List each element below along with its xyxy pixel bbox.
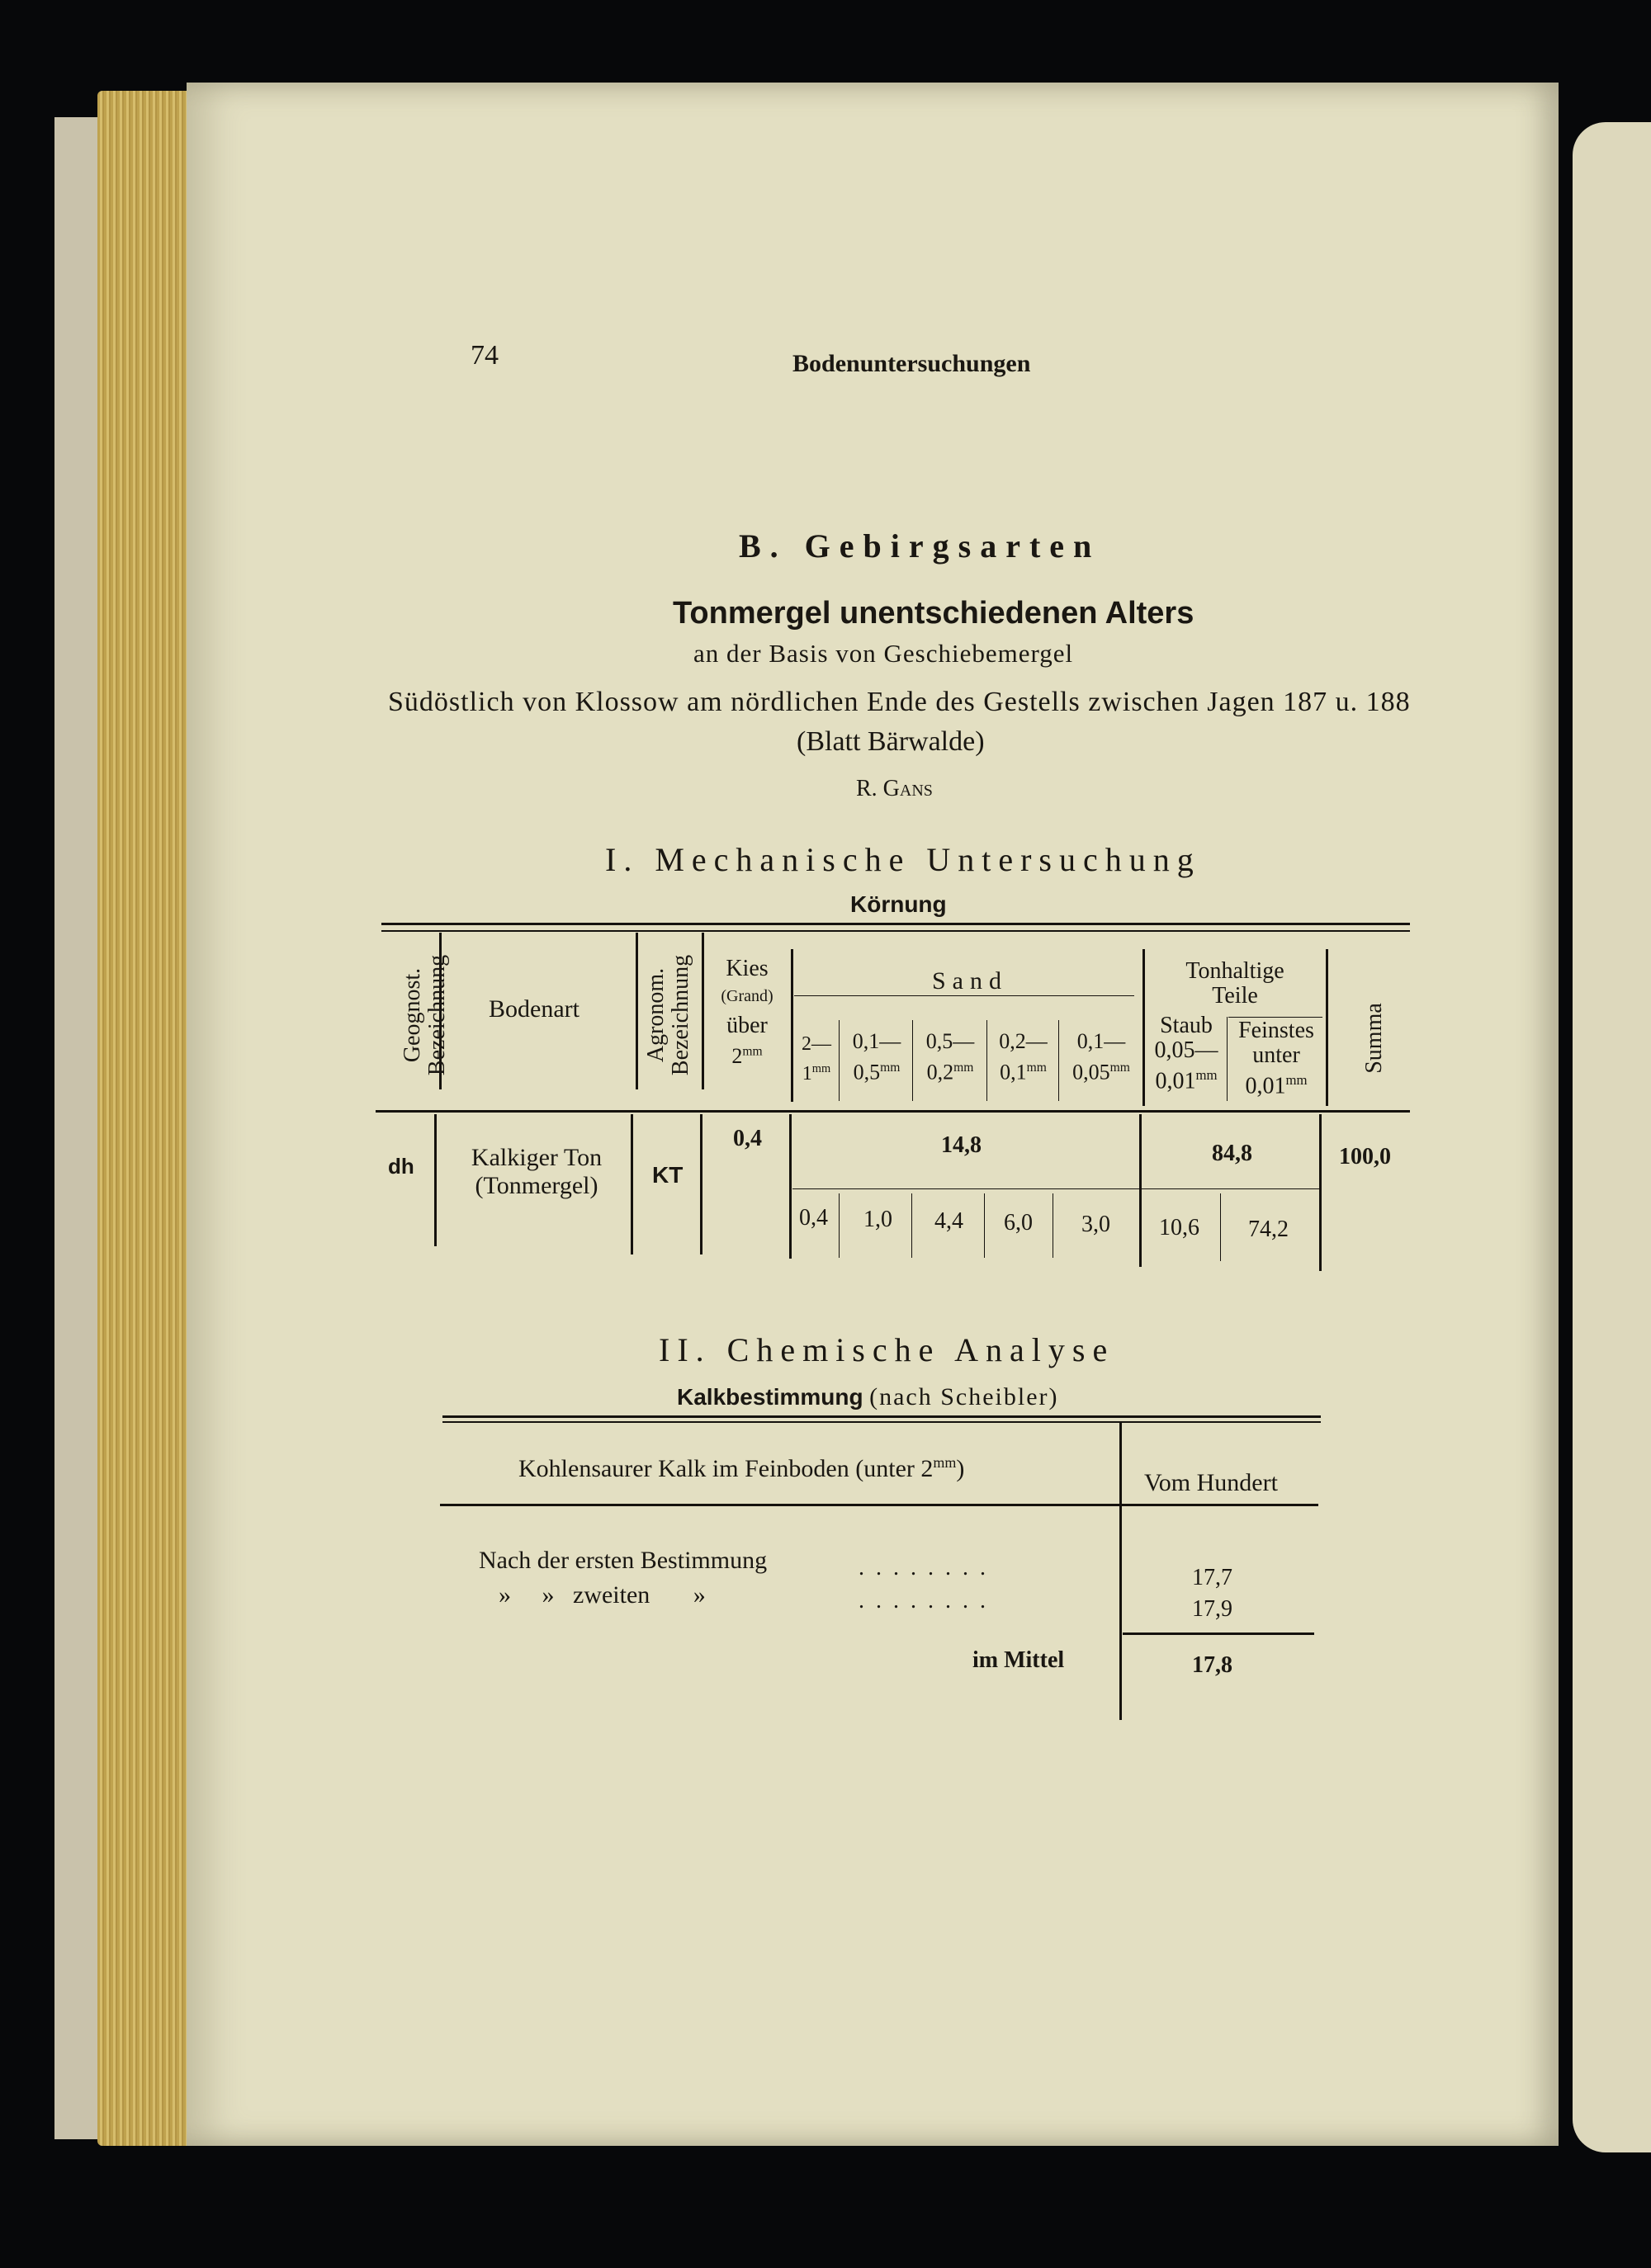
- row-second-label: » » zweiten »: [499, 1581, 706, 1609]
- header-percent: Vom Hundert: [1144, 1469, 1278, 1496]
- cell-sand-total: 14,8: [941, 1132, 982, 1158]
- row-first-value: 17,7: [1192, 1565, 1232, 1590]
- cell-kies: 0,4: [733, 1126, 762, 1151]
- cell-feinstes: 74,2: [1248, 1217, 1289, 1242]
- calcium-heading: Kalkbestimmung (nach Scheibler): [677, 1383, 1059, 1410]
- book-page: [187, 83, 1559, 2146]
- header-summa: Summa: [1361, 1003, 1387, 1074]
- cell-staub: 10,6: [1159, 1215, 1199, 1240]
- document-title: Tonmergel unentschiedenen Alters: [673, 596, 1194, 631]
- page-number: 74: [471, 340, 499, 371]
- cell-summa: 100,0: [1339, 1144, 1391, 1169]
- cell-agronom: KT: [652, 1162, 684, 1188]
- document-subtitle: an der Basis von Geschiebemergel: [693, 639, 1074, 668]
- header-bodenart: Bodenart: [489, 995, 580, 1023]
- mean-label: im Mittel: [972, 1647, 1065, 1673]
- cell-sand-02-01: 6,0: [1004, 1210, 1033, 1236]
- row-second-value: 17,9: [1192, 1596, 1232, 1622]
- header-sand-02-01: 0,2— $0,1^{mm}$: [999, 1029, 1048, 1084]
- cell-sand-01-05: 1,0: [863, 1207, 892, 1232]
- header-tonhaltige: Tonhaltige Teile: [1185, 958, 1284, 1009]
- mechanical-analysis-heading: I. Mechanische Untersuchung: [605, 841, 1201, 878]
- header-kies: Kies (Grand) über $2^{mm}$: [721, 956, 773, 1068]
- header-sand: Sand: [932, 967, 1008, 995]
- cell-sand-01-005: 3,0: [1081, 1212, 1110, 1237]
- page-edge: [54, 117, 104, 2139]
- row-first-label: Nach der ersten Bestimmung: [479, 1547, 768, 1574]
- book-page-stack: [97, 91, 195, 2146]
- cell-geognost: dh: [388, 1154, 414, 1179]
- row-second-dots: ........: [859, 1588, 997, 1614]
- chemical-analysis-heading: II. Chemische Analyse: [659, 1331, 1115, 1368]
- grain-size-heading: Körnung: [850, 891, 947, 917]
- running-head: Bodenuntersuchungen: [792, 350, 1031, 377]
- location-line: Südöstlich von Klossow am nördlichen Ende des Gestells zwischen Jagen 187 u. 188: [388, 687, 1411, 717]
- section-title: B. Gebirgsarten: [739, 527, 1101, 565]
- header-staub: Staub 0,05— $0,01^{mm}$: [1154, 1013, 1218, 1094]
- header-calcium-carbonate: Kohlensaurer Kalk im Feinboden (unter $2^{mm}$): [518, 1454, 965, 1482]
- cell-sand-05-02: 4,4: [934, 1208, 963, 1234]
- author: R. Gans: [856, 776, 933, 801]
- cell-bodenart: Kalkiger Ton (Tonmergel): [471, 1144, 603, 1199]
- map-sheet: (Blatt Bärwalde): [797, 726, 985, 757]
- header-sand-2-1: 2— $1^{mm}$: [802, 1033, 831, 1084]
- cell-ton-total: 84,8: [1212, 1141, 1252, 1166]
- facing-page-edge: [1573, 122, 1651, 2152]
- header-geognost: Geognost. Bezeichnung: [400, 954, 450, 1076]
- header-sand-01-005: 0,1— $0,05^{mm}$: [1072, 1029, 1130, 1084]
- header-agronom: Agronom. Bezeichnung: [643, 954, 693, 1076]
- row-first-dots: ........: [859, 1555, 997, 1581]
- mean-value: 17,8: [1192, 1652, 1232, 1678]
- header-sand-05-02: 0,5— $0,2^{mm}$: [925, 1029, 975, 1084]
- cell-sand-2-1: 0,4: [799, 1205, 828, 1231]
- header-feinstes: Feinstes unter $0,01^{mm}$: [1238, 1018, 1314, 1099]
- header-sand-01-05: 0,1— $0,5^{mm}$: [852, 1029, 901, 1084]
